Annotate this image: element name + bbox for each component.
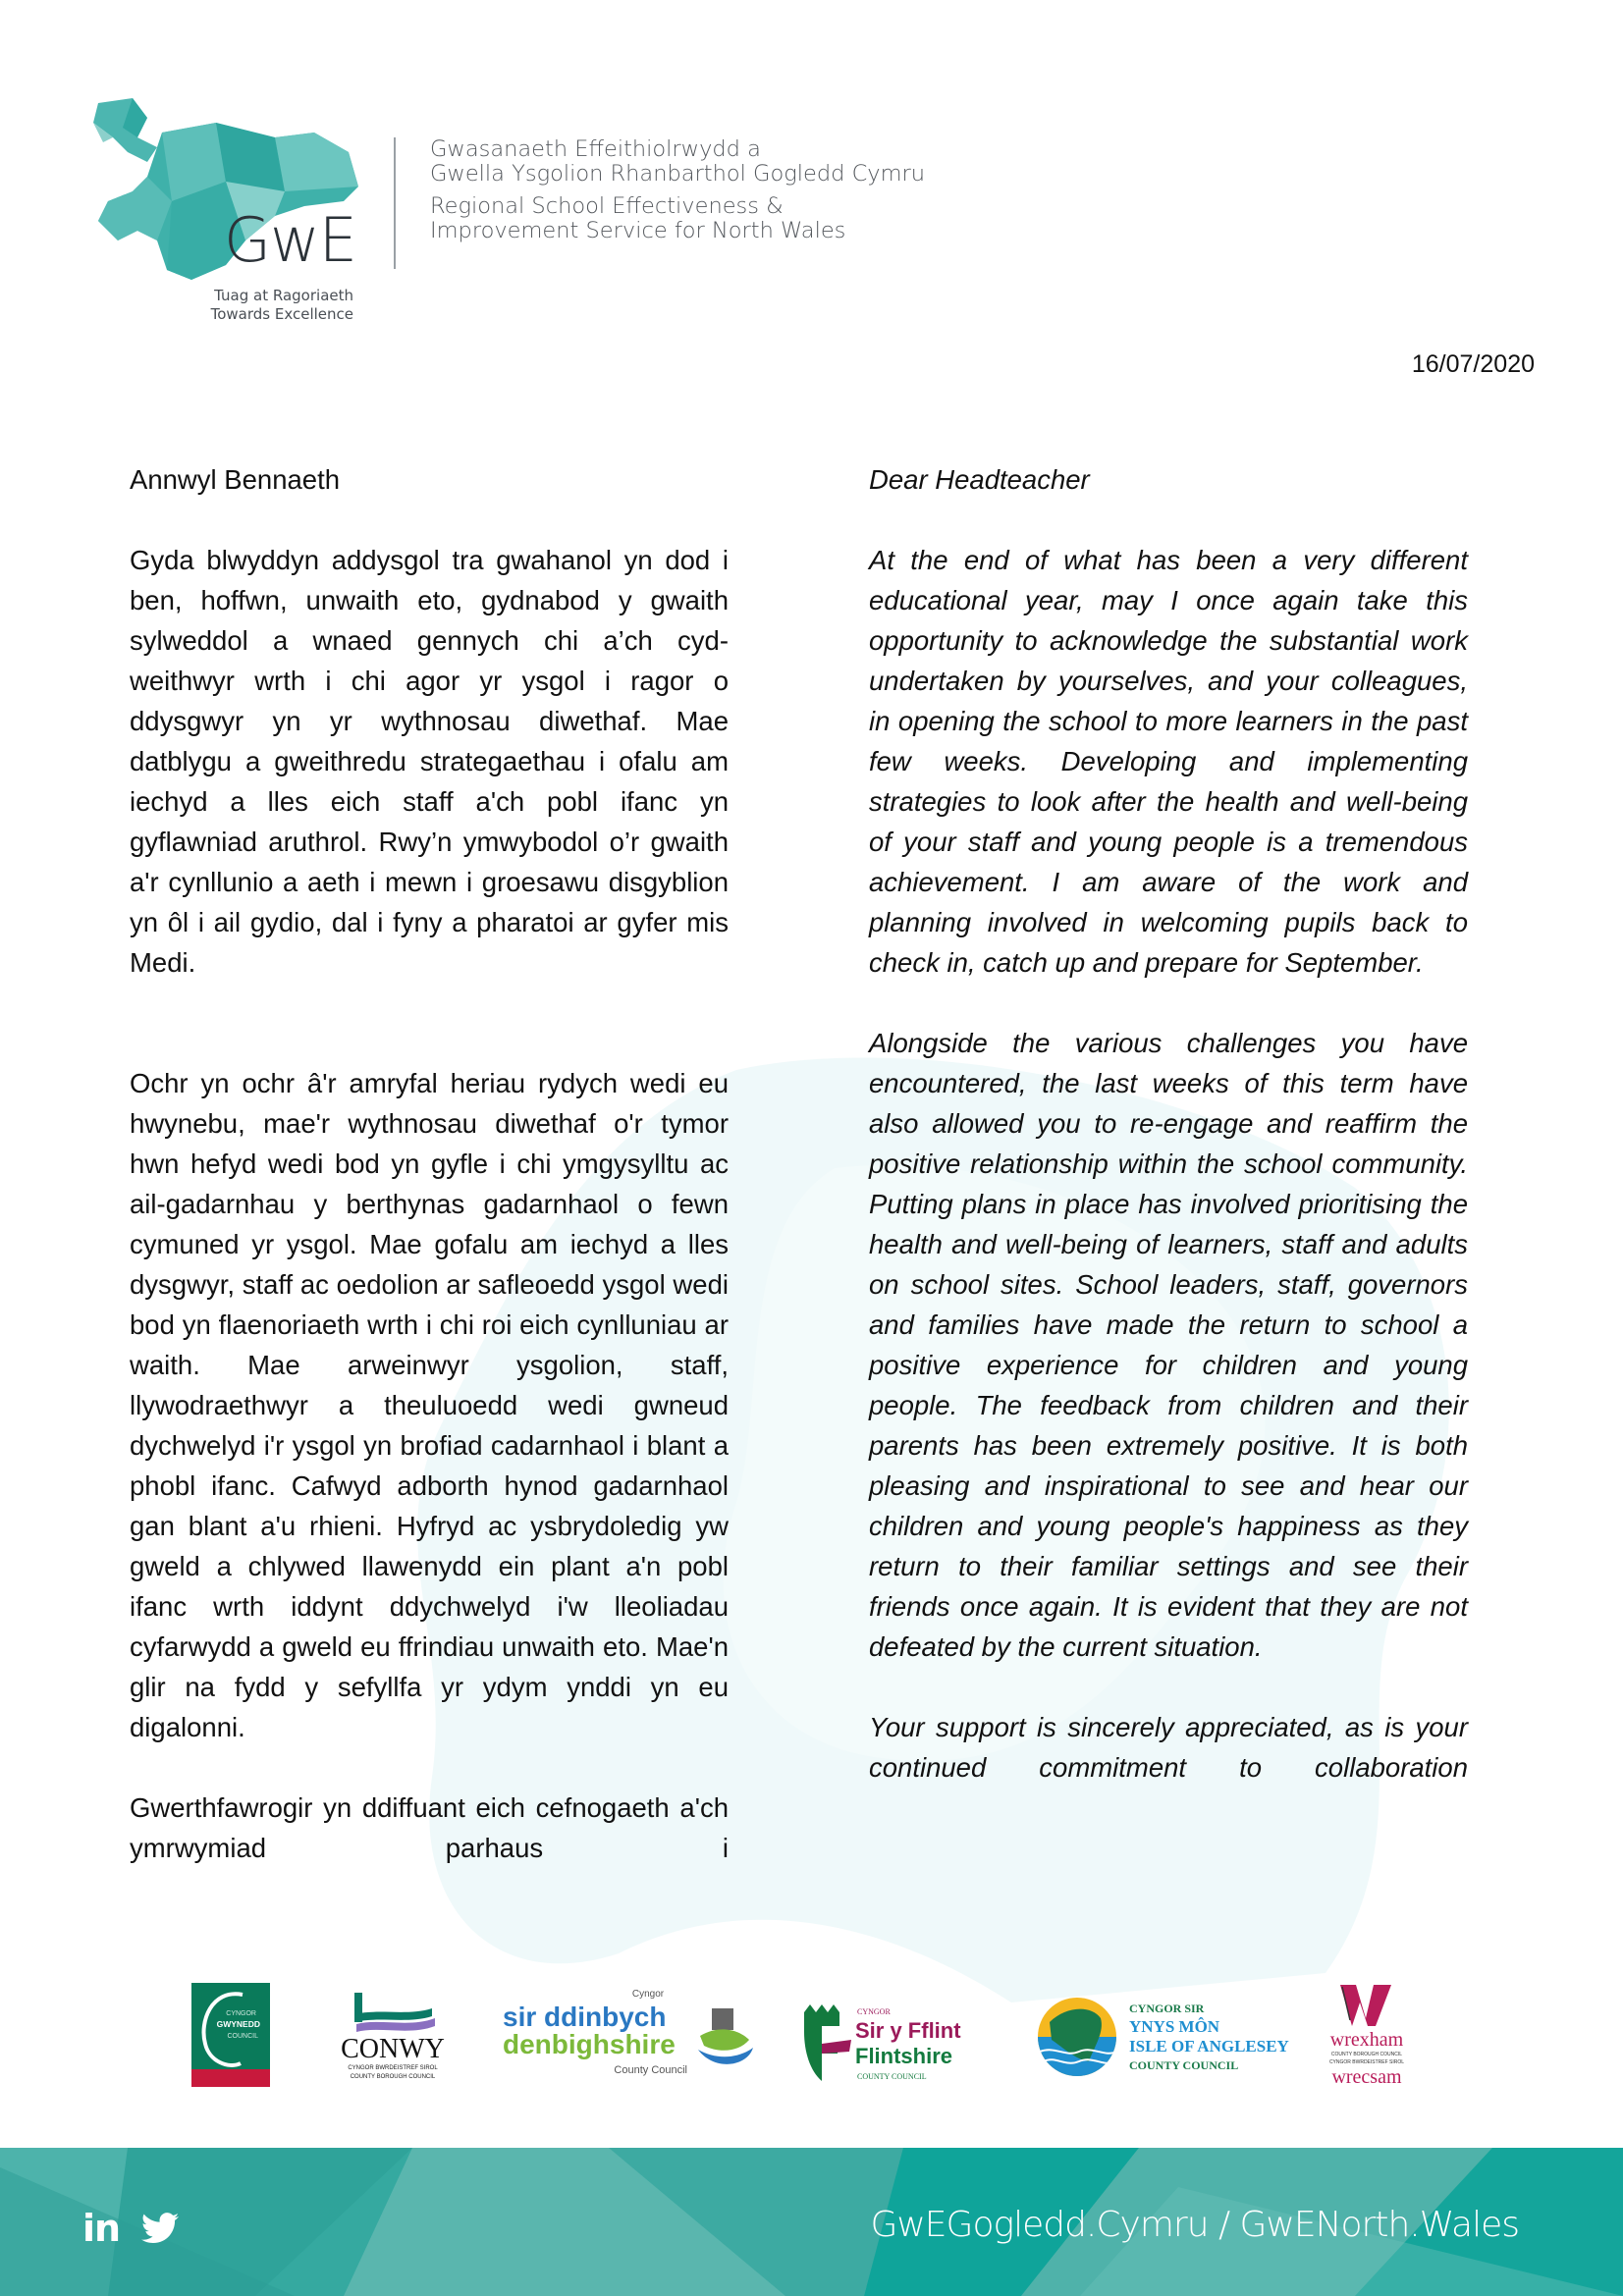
english-paragraph-3: Your support is sincerely appreciated, as is your continued commitment to collaboration — [869, 1712, 1468, 1783]
anglesey-line-2: YNYS MÔN — [1129, 2017, 1220, 2036]
welsh-paragraph-1: Gyda blwyddyn addysgol tra gwahanol yn dod i ben, hoffwn, unwaith eto, gydnabod y gwaith sylweddol a wnaed gennych chi a’ch cyd-weithwyr wrth i chi agor yr ysgol i ragor o ddysgwyr yn yr wythnosau diwethaf. Mae datblygu a gweithredu strategaethau i ofalu am iechyd a lles eich staff a'ch pobl ifanc yn gyflawniad aruthrol. Rwy’n ymwybodol o’r gwaith a'r cynllunio a aeth i mewn i groesawu disgyblion yn ôl i ail gydio, dal i fyny a pharatoi ar gyfer mis Medi. — [130, 545, 729, 978]
english-column — [869, 459, 1468, 1828]
flintshire-top: CYNGOR — [857, 2007, 891, 2016]
wrexham-sub-2: CYNGOR BWRDEISTREF SIROL — [1328, 2059, 1405, 2065]
header-divider — [394, 137, 396, 269]
conwy-sub-1: CYNGOR BWRDEISTREF SIROL — [348, 2065, 438, 2071]
organisation-names — [430, 137, 925, 243]
twitter-icon[interactable] — [141, 2213, 179, 2244]
anglesey-line-1: CYNGOR SIR — [1129, 2002, 1205, 2015]
gwynedd-council-logo — [191, 1983, 270, 2091]
anglesey-council-logo — [1036, 1983, 1291, 2091]
org-name-welsh-line-2: Gwella Ysgolion Rhanbarthol Gogledd Cymru — [430, 161, 926, 187]
flintshire-sub: COUNTY COUNCIL — [857, 2072, 927, 2081]
denbighshire-sub: County Council — [614, 2064, 687, 2076]
org-name-welsh-line-1: Gwasanaeth Effeithiolrwydd a — [430, 136, 761, 162]
council-logos-row — [0, 1983, 1623, 2101]
gwynedd-line-1: CYNGOR — [226, 2010, 256, 2017]
conwy-wordmark: CONWY — [341, 2034, 445, 2064]
wrexham-line-1: wrexham — [1329, 2029, 1404, 2051]
org-name-english-line-1: Regional School Effectiveness & — [430, 193, 784, 219]
denbighshire-line-2: denbighshire — [503, 2029, 676, 2059]
welsh-paragraph-3: Gwerthfawrogir yn ddiffuant eich cefnogaeth a'ch ymrwymiad parhaus i — [130, 1792, 729, 1863]
logo-tagline — [147, 287, 353, 324]
letterhead — [0, 0, 1623, 378]
gwynedd-line-2: GWYNEDD — [216, 2019, 260, 2029]
denbighshire-line-1: sir ddinbych — [503, 2002, 667, 2032]
anglesey-line-3: ISLE OF ANGLESEY — [1129, 2037, 1289, 2056]
wrexham-sub-1: COUNTY BOROUGH COUNCIL — [1330, 2052, 1403, 2057]
social-links — [82, 2207, 179, 2250]
welsh-salutation: Annwyl Bennaeth — [130, 464, 341, 495]
tagline-english: Towards Excellence — [210, 305, 353, 323]
anglesey-line-4: COUNTY COUNCIL — [1129, 2058, 1239, 2072]
conwy-council-logo — [329, 1983, 457, 2091]
org-name-english-line-2: Improvement Service for North Wales — [430, 218, 846, 243]
gwynedd-line-3: COUNCIL — [227, 2033, 258, 2040]
wrexham-council-logo — [1321, 1983, 1414, 2091]
welsh-paragraph-2: Ochr yn ochr â'r amryfal heriau rydych wedi eu hwynebu, mae'r wythnosau diwethaf o'r tymor hwn hefyd wedi bod yn gyfle i chi ymgysylltu ac ail-gadarnhau y berthynas gadarnhaol o fewn cymuned yr ysgol. Mae gofalu am iechyd a lles dysgwyr, staff ac oedolion ar safleoedd ysgol wedi bod yn flaenoriaeth wrth i chi roi eich cynlluniau ar waith. Mae arweinwyr ysgolion, staff, llywodraethwyr a theuluoedd wedi gwneud dychwelyd i'r ysgol yn brofiad cadarnhaol i blant a phobl ifanc. Cafwyd adborth hynod gadarnhaol gan blant a'u rhieni. Hyfryd ac ysbrydoledig yw gweld a chlywed llawenydd ein plant a'n pobl ifanc wrth iddynt ddychwelyd i'w lleoliadau cyfarwydd a gweld eu ffrindiau unwaith eto. Mae'n glir na fydd y sefyllfa yr ydym ynddi yn eu digalonni. — [130, 1068, 729, 1742]
denbighshire-top: Cyngor — [631, 1989, 665, 2000]
linkedin-icon[interactable]: in — [82, 2207, 121, 2250]
footer-website-link[interactable]: GwEGogledd.Cymru / GwENorth.Wales — [870, 2205, 1519, 2245]
letter-date: 16/07/2020 — [1411, 350, 1535, 378]
flintshire-line-2: Flintshire — [855, 2044, 953, 2068]
welsh-column — [130, 459, 729, 1908]
footer-banner — [0, 2148, 1623, 2296]
english-paragraph-2: Alongside the various challenges you have encountered, the last weeks of this term have also allowed you to re-engage and reaffirm the positive relationship within the school community. Putting plans in place has involved prioritising the health and well-being of learners, staff and adults on school sites. School leaders, staff, governors and families have made the return to school a positive experience for children and young people. The feedback from children and their parents has been extremely positive. It is both pleasing and inspirational to see and hear our children and young people's happiness as they return to their familiar settings and see their friends once again. It is evident that they are not defeated by the current situation. — [869, 1028, 1468, 1662]
tagline-welsh: Tuag at Ragoriaeth — [214, 287, 353, 304]
wrexham-line-2: wrecsam — [1331, 2066, 1402, 2088]
gwe-wordmark: GwE — [224, 204, 356, 276]
flintshire-line-1: Sir y Fflint — [855, 2018, 961, 2043]
denbighshire-council-logo — [501, 1983, 756, 2091]
conwy-sub-2: COUNTY BOROUGH COUNCIL — [350, 2074, 436, 2080]
english-salutation: Dear Headteacher — [869, 464, 1090, 495]
english-paragraph-1: At the end of what has been a very different educational year, may I once again take this opportunity to acknowledge the substantial work undertaken by yourselves, and your colleagues, in opening the school to more learners in the past few weeks. Developing and implementing strategies to look after the health and well-being of your staff and young people is a tremendous achievement. I am aware of the work and planning involved in welcoming pupils back to check in, catch up and prepare for September. — [869, 545, 1468, 978]
flintshire-council-logo — [800, 1983, 977, 2091]
